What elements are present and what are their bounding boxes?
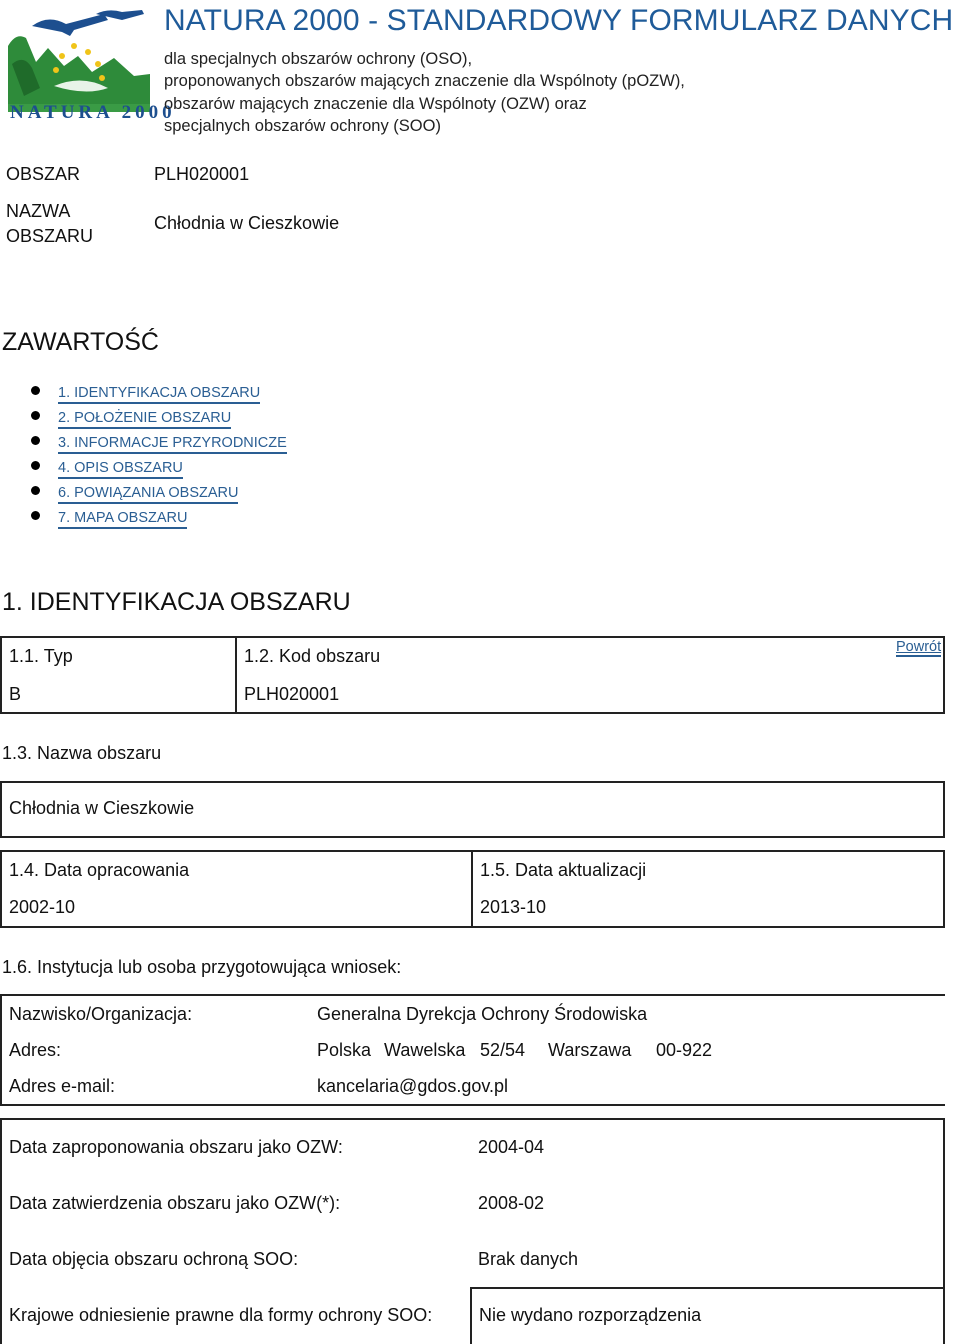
soo-label: Data objęcia obszaru ochroną SOO: [9,1249,299,1269]
table-left-border [0,994,2,1106]
toc-link-identyfikacja[interactable]: 1. IDENTYFIKACJA OBSZARU [58,385,260,404]
divider [471,850,473,928]
site-name-label-line1: NAZWA [6,201,71,221]
code-label: 1.2. Kod obszaru [244,646,381,666]
address-number: 52/54 [480,1040,526,1060]
address-street: Wawelska [384,1040,466,1060]
toc-link-mapa[interactable]: 7. MAPA OBSZARU [58,510,187,529]
subtitle-line: obszarów mających znaczenie dla Wspólnoty (OZW) oraz [164,94,587,113]
proposed-label: Data zaproponowania obszaru jako OZW: [9,1137,343,1157]
bullet-icon [31,486,40,495]
toc-link-powiazania[interactable]: 6. POWIĄZANIA OBSZARU [58,485,238,504]
table-bottom-border [0,1104,945,1106]
legal-value: Nie wydano rozporządzenia [479,1305,702,1325]
address-postcode: 00-922 [656,1040,713,1060]
section-heading: 1. IDENTYFIKACJA OBSZARU [2,588,351,616]
confirmed-value: 2008-02 [478,1193,545,1213]
name-label: 1.3. Nazwa obszaru [2,743,162,763]
page-title: NATURA 2000 - STANDARDOWY FORMULARZ DANYCH [164,4,954,37]
address-country: Polska [317,1040,372,1060]
site-name-label-line2: OBSZARU [6,226,94,246]
date-update-label: 1.5. Data aktualizacji [480,860,647,880]
contents-heading: ZAWARTOŚĆ [2,328,159,356]
soo-value: Brak danych [478,1249,579,1269]
subtitle-line: specjalnych obszarów ochrony (SOO) [164,117,441,136]
site-code-value: PLH020001 [154,164,250,184]
email-label: Adres e-mail: [9,1076,116,1096]
legal-cell-top-border [470,1287,945,1289]
subtitle-line: dla specjalnych obszarów ochrony (OSO), [164,50,473,68]
legal-label: Krajowe odniesienie prawne dla formy ochrony SOO: [9,1305,433,1325]
type-code-box [0,636,945,714]
confirmed-label: Data zatwierdzenia obszaru jako OZW(*): [9,1193,341,1213]
org-value: Generalna Dyrekcja Ochrony Środowiska [317,1004,648,1024]
back-link[interactable]: Powrót [896,639,942,655]
code-value: PLH020001 [244,684,340,704]
toc-link-polozenie[interactable]: 2. POŁOŻENIE OBSZARU [58,410,231,429]
natura-2000-logo [4,4,176,128]
site-name-value: Chłodnia w Cieszkowie [154,213,340,233]
bullet-icon [31,436,40,445]
toc-link-informacje[interactable]: 3. INFORMACJE PRZYRODNICZE [58,435,287,454]
date-update-value: 2013-10 [480,897,547,917]
page-subtitle [164,48,685,138]
bullet-icon [31,511,40,520]
dates-table-right-border [943,1118,945,1344]
address-city: Warszawa [548,1040,632,1060]
respondent-label: 1.6. Instytucja lub osoba przygotowująca wniosek: [2,957,402,977]
bullet-icon [31,461,40,470]
site-code-label: OBSZAR [6,164,81,184]
toc-link-opis[interactable]: 4. OPIS OBSZARU [58,460,183,479]
subtitle-line: proponowanych obszarów mających znaczenie dla Wspólnoty (pOZW), [164,72,685,91]
table-top-border [0,994,945,996]
date-compiled-value: 2002-10 [9,897,76,917]
proposed-value: 2004-04 [478,1137,545,1157]
org-label: Nazwisko/Organizacja: [9,1004,193,1024]
date-compiled-label: 1.4. Data opracowania [9,860,190,880]
dates-table-top-border [0,1118,945,1120]
dates-table-left-border [0,1118,2,1344]
bullet-icon [31,411,40,420]
type-label: 1.1. Typ [9,646,73,666]
type-value: B [9,684,22,704]
bullet-icon [31,386,40,395]
name-value: Chłodnia w Cieszkowie [9,798,195,818]
address-label: Adres: [9,1040,62,1060]
email-value: kancelaria@gdos.gov.pl [317,1076,509,1096]
logo-text: NATURA 2000 [10,102,176,123]
divider [235,636,237,714]
legal-cell-left-border [470,1287,472,1344]
